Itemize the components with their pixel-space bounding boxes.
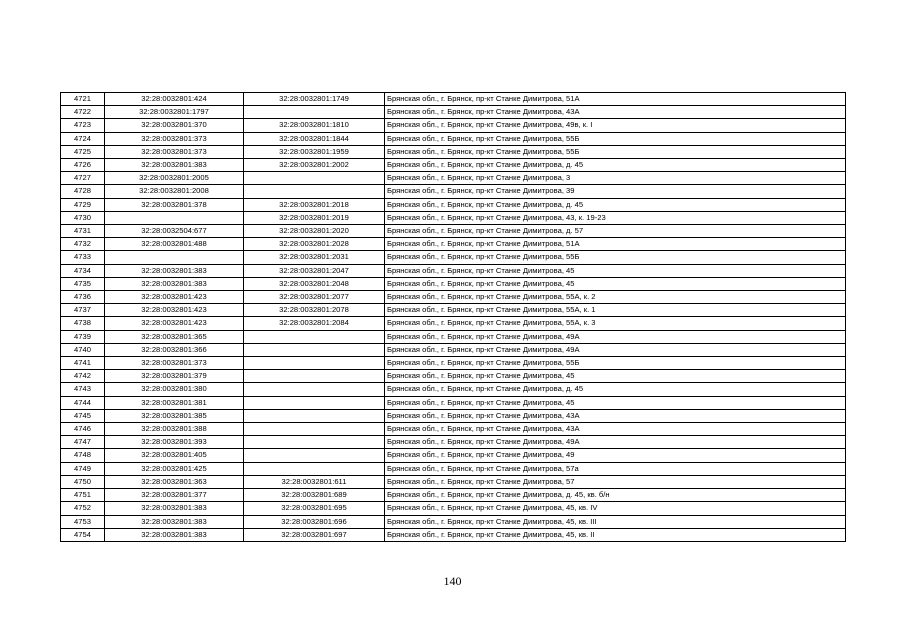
row-number-cell: 4742 <box>61 370 105 383</box>
cadastral-number-cell: 32:28:0032801:385 <box>105 409 244 422</box>
row-number-cell: 4737 <box>61 304 105 317</box>
cadastral-number-cell: 32:28:0032801:373 <box>105 132 244 145</box>
cadastral-number-cell: 32:28:0032801:388 <box>105 423 244 436</box>
linked-cadastral-number-cell: 32:28:0032801:1959 <box>244 145 385 158</box>
cadastral-number-cell: 32:28:0032801:383 <box>105 159 244 172</box>
row-number-cell: 4745 <box>61 409 105 422</box>
linked-cadastral-number-cell <box>244 449 385 462</box>
table-row <box>61 449 846 462</box>
linked-cadastral-number-cell: 32:28:0032801:2031 <box>244 251 385 264</box>
registry-table <box>60 92 846 542</box>
address-cell: Брянская обл., г. Брянск, пр-кт Станке Димитрова, 55Б <box>385 251 846 264</box>
table-row <box>61 304 846 317</box>
table-row <box>61 383 846 396</box>
linked-cadastral-number-cell: 32:28:0032801:696 <box>244 515 385 528</box>
table-row <box>61 396 846 409</box>
address-cell: Брянская обл., г. Брянск, пр-кт Станке Димитрова, 45, кв. III <box>385 515 846 528</box>
cadastral-number-cell: 32:28:0032801:1797 <box>105 106 244 119</box>
cadastral-number-cell: 32:28:0032801:373 <box>105 357 244 370</box>
cadastral-number-cell: 32:28:0032801:381 <box>105 396 244 409</box>
cadastral-number-cell: 32:28:0032801:380 <box>105 383 244 396</box>
row-number-cell: 4753 <box>61 515 105 528</box>
address-cell: Брянская обл., г. Брянск, пр-кт Станке Димитрова, 57 <box>385 475 846 488</box>
cadastral-number-cell: 32:28:0032801:424 <box>105 93 244 106</box>
address-cell: Брянская обл., г. Брянск, пр-кт Станке Димитрова, 45 <box>385 277 846 290</box>
linked-cadastral-number-cell: 32:28:0032801:2077 <box>244 291 385 304</box>
cadastral-number-cell: 32:28:0032801:2008 <box>105 185 244 198</box>
cadastral-number-cell: 32:28:0032801:425 <box>105 462 244 475</box>
address-cell: Брянская обл., г. Брянск, пр-кт Станке Димитрова, 45 <box>385 264 846 277</box>
row-number-cell: 4725 <box>61 145 105 158</box>
table-row <box>61 172 846 185</box>
table-row <box>61 475 846 488</box>
linked-cadastral-number-cell <box>244 370 385 383</box>
address-cell: Брянская обл., г. Брянск, пр-кт Станке Димитрова, 45, кв. II <box>385 528 846 541</box>
linked-cadastral-number-cell <box>244 409 385 422</box>
cadastral-number-cell: 32:28:0032801:365 <box>105 330 244 343</box>
address-cell: Брянская обл., г. Брянск, пр-кт Станке Димитрова, 49А <box>385 436 846 449</box>
linked-cadastral-number-cell <box>244 106 385 119</box>
linked-cadastral-number-cell: 32:28:0032801:2002 <box>244 159 385 172</box>
linked-cadastral-number-cell <box>244 396 385 409</box>
linked-cadastral-number-cell <box>244 436 385 449</box>
cadastral-number-cell: 32:28:0032801:379 <box>105 370 244 383</box>
table-row <box>61 436 846 449</box>
table-row <box>61 106 846 119</box>
address-cell: Брянская обл., г. Брянск, пр-кт Станке Димитрова, 43А <box>385 409 846 422</box>
table-row <box>61 330 846 343</box>
row-number-cell: 4729 <box>61 198 105 211</box>
row-number-cell: 4738 <box>61 317 105 330</box>
address-cell: Брянская обл., г. Брянск, пр-кт Станке Димитрова, д. 57 <box>385 225 846 238</box>
linked-cadastral-number-cell <box>244 172 385 185</box>
linked-cadastral-number-cell: 32:28:0032801:1844 <box>244 132 385 145</box>
linked-cadastral-number-cell <box>244 185 385 198</box>
linked-cadastral-number-cell: 32:28:0032801:2048 <box>244 277 385 290</box>
table-row <box>61 93 846 106</box>
address-cell: Брянская обл., г. Брянск, пр-кт Станке Димитрова, 45 <box>385 370 846 383</box>
row-number-cell: 4743 <box>61 383 105 396</box>
cadastral-number-cell: 32:28:0032504:677 <box>105 225 244 238</box>
linked-cadastral-number-cell: 32:28:0032801:611 <box>244 475 385 488</box>
address-cell: Брянская обл., г. Брянск, пр-кт Станке Димитрова, 43А <box>385 423 846 436</box>
table-row <box>61 343 846 356</box>
row-number-cell: 4739 <box>61 330 105 343</box>
row-number-cell: 4751 <box>61 489 105 502</box>
cadastral-number-cell: 32:28:0032801:383 <box>105 502 244 515</box>
linked-cadastral-number-cell: 32:28:0032801:695 <box>244 502 385 515</box>
row-number-cell: 4747 <box>61 436 105 449</box>
linked-cadastral-number-cell: 32:28:0032801:2019 <box>244 211 385 224</box>
row-number-cell: 4735 <box>61 277 105 290</box>
table-row <box>61 423 846 436</box>
cadastral-number-cell: 32:28:0032801:423 <box>105 291 244 304</box>
linked-cadastral-number-cell: 32:28:0032801:2084 <box>244 317 385 330</box>
table-row <box>61 528 846 541</box>
table-row <box>61 291 846 304</box>
table-row <box>61 489 846 502</box>
address-cell: Брянская обл., г. Брянск, пр-кт Станке Димитрова, 55Б <box>385 132 846 145</box>
table-row <box>61 198 846 211</box>
linked-cadastral-number-cell: 32:28:0032801:697 <box>244 528 385 541</box>
row-number-cell: 4730 <box>61 211 105 224</box>
table-row <box>61 462 846 475</box>
table-row <box>61 211 846 224</box>
table-row <box>61 119 846 132</box>
cadastral-number-cell: 32:28:0032801:383 <box>105 277 244 290</box>
address-cell: Брянская обл., г. Брянск, пр-кт Станке Димитрова, 45 <box>385 396 846 409</box>
address-cell: Брянская обл., г. Брянск, пр-кт Станке Димитрова, 55Б <box>385 357 846 370</box>
linked-cadastral-number-cell <box>244 330 385 343</box>
row-number-cell: 4752 <box>61 502 105 515</box>
address-cell: Брянская обл., г. Брянск, пр-кт Станке Димитрова, 43, к. 19-23 <box>385 211 846 224</box>
cadastral-number-cell: 32:28:0032801:488 <box>105 238 244 251</box>
address-cell: Брянская обл., г. Брянск, пр-кт Станке Димитрова, д. 45 <box>385 383 846 396</box>
table-row <box>61 370 846 383</box>
cadastral-number-cell: 32:28:0032801:423 <box>105 304 244 317</box>
address-cell: Брянская обл., г. Брянск, пр-кт Станке Димитрова, 55А, к. 3 <box>385 317 846 330</box>
row-number-cell: 4740 <box>61 343 105 356</box>
linked-cadastral-number-cell: 32:28:0032801:2020 <box>244 225 385 238</box>
linked-cadastral-number-cell: 32:28:0032801:2078 <box>244 304 385 317</box>
address-cell: Брянская обл., г. Брянск, пр-кт Станке Димитрова, 39 <box>385 185 846 198</box>
cadastral-number-cell: 32:28:0032801:383 <box>105 264 244 277</box>
table-row <box>61 225 846 238</box>
table-row <box>61 251 846 264</box>
row-number-cell: 4748 <box>61 449 105 462</box>
linked-cadastral-number-cell: 32:28:0032801:689 <box>244 489 385 502</box>
linked-cadastral-number-cell <box>244 462 385 475</box>
table-row <box>61 185 846 198</box>
cadastral-number-cell: 32:28:0032801:383 <box>105 515 244 528</box>
table-row <box>61 515 846 528</box>
address-cell: Брянская обл., г. Брянск, пр-кт Станке Димитрова, 57а <box>385 462 846 475</box>
address-cell: Брянская обл., г. Брянск, пр-кт Станке Димитрова, 49А <box>385 343 846 356</box>
address-cell: Брянская обл., г. Брянск, пр-кт Станке Димитрова, д. 45 <box>385 159 846 172</box>
table-row <box>61 317 846 330</box>
table-row <box>61 357 846 370</box>
address-cell: Брянская обл., г. Брянск, пр-кт Станке Димитрова, 49 <box>385 449 846 462</box>
row-number-cell: 4724 <box>61 132 105 145</box>
table-row <box>61 409 846 422</box>
table-row <box>61 238 846 251</box>
row-number-cell: 4746 <box>61 423 105 436</box>
cadastral-number-cell: 32:28:0032801:405 <box>105 449 244 462</box>
table-row <box>61 159 846 172</box>
cadastral-number-cell: 32:28:0032801:378 <box>105 198 244 211</box>
row-number-cell: 4731 <box>61 225 105 238</box>
row-number-cell: 4723 <box>61 119 105 132</box>
cadastral-number-cell: 32:28:0032801:373 <box>105 145 244 158</box>
linked-cadastral-number-cell: 32:28:0032801:1749 <box>244 93 385 106</box>
address-cell: Брянская обл., г. Брянск, пр-кт Станке Димитрова, 45, кв. IV <box>385 502 846 515</box>
linked-cadastral-number-cell: 32:28:0032801:2047 <box>244 264 385 277</box>
address-cell: Брянская обл., г. Брянск, пр-кт Станке Димитрова, 55Б <box>385 145 846 158</box>
linked-cadastral-number-cell <box>244 343 385 356</box>
cadastral-number-cell: 32:28:0032801:383 <box>105 528 244 541</box>
row-number-cell: 4732 <box>61 238 105 251</box>
row-number-cell: 4749 <box>61 462 105 475</box>
row-number-cell: 4734 <box>61 264 105 277</box>
address-cell: Брянская обл., г. Брянск, пр-кт Станке Димитрова, 43А <box>385 106 846 119</box>
linked-cadastral-number-cell: 32:28:0032801:2018 <box>244 198 385 211</box>
cadastral-number-cell: 32:28:0032801:377 <box>105 489 244 502</box>
table-row <box>61 132 846 145</box>
row-number-cell: 4741 <box>61 357 105 370</box>
cadastral-number-cell: 32:28:0032801:363 <box>105 475 244 488</box>
cadastral-number-cell: 32:28:0032801:2005 <box>105 172 244 185</box>
cadastral-number-cell <box>105 251 244 264</box>
table-row <box>61 502 846 515</box>
address-cell: Брянская обл., г. Брянск, пр-кт Станке Димитрова, 51А <box>385 238 846 251</box>
row-number-cell: 4736 <box>61 291 105 304</box>
linked-cadastral-number-cell: 32:28:0032801:2028 <box>244 238 385 251</box>
address-cell: Брянская обл., г. Брянск, пр-кт Станке Димитрова, 55А, к. 1 <box>385 304 846 317</box>
row-number-cell: 4722 <box>61 106 105 119</box>
row-number-cell: 4754 <box>61 528 105 541</box>
row-number-cell: 4727 <box>61 172 105 185</box>
cadastral-number-cell <box>105 211 244 224</box>
row-number-cell: 4728 <box>61 185 105 198</box>
cadastral-number-cell: 32:28:0032801:370 <box>105 119 244 132</box>
address-cell: Брянская обл., г. Брянск, пр-кт Станке Димитрова, 49в, к. І <box>385 119 846 132</box>
row-number-cell: 4733 <box>61 251 105 264</box>
linked-cadastral-number-cell: 32:28:0032801:1810 <box>244 119 385 132</box>
address-cell: Брянская обл., г. Брянск, пр-кт Станке Димитрова, 3 <box>385 172 846 185</box>
address-cell: Брянская обл., г. Брянск, пр-кт Станке Димитрова, 55А, к. 2 <box>385 291 846 304</box>
registry-table-body <box>61 93 846 542</box>
page-number: 140 <box>443 574 462 588</box>
row-number-cell: 4721 <box>61 93 105 106</box>
linked-cadastral-number-cell <box>244 357 385 370</box>
cadastral-number-cell: 32:28:0032801:393 <box>105 436 244 449</box>
address-cell: Брянская обл., г. Брянск, пр-кт Станке Димитрова, 51А <box>385 93 846 106</box>
cadastral-number-cell: 32:28:0032801:423 <box>105 317 244 330</box>
address-cell: Брянская обл., г. Брянск, пр-кт Станке Димитрова, д. 45 <box>385 198 846 211</box>
address-cell: Брянская обл., г. Брянск, пр-кт Станке Димитрова, 49А <box>385 330 846 343</box>
linked-cadastral-number-cell <box>244 423 385 436</box>
address-cell: Брянская обл., г. Брянск, пр-кт Станке Димитрова, д. 45, кв. б/н <box>385 489 846 502</box>
table-row <box>61 264 846 277</box>
row-number-cell: 4750 <box>61 475 105 488</box>
row-number-cell: 4744 <box>61 396 105 409</box>
table-row <box>61 145 846 158</box>
row-number-cell: 4726 <box>61 159 105 172</box>
table-row <box>61 277 846 290</box>
linked-cadastral-number-cell <box>244 383 385 396</box>
cadastral-number-cell: 32:28:0032801:366 <box>105 343 244 356</box>
